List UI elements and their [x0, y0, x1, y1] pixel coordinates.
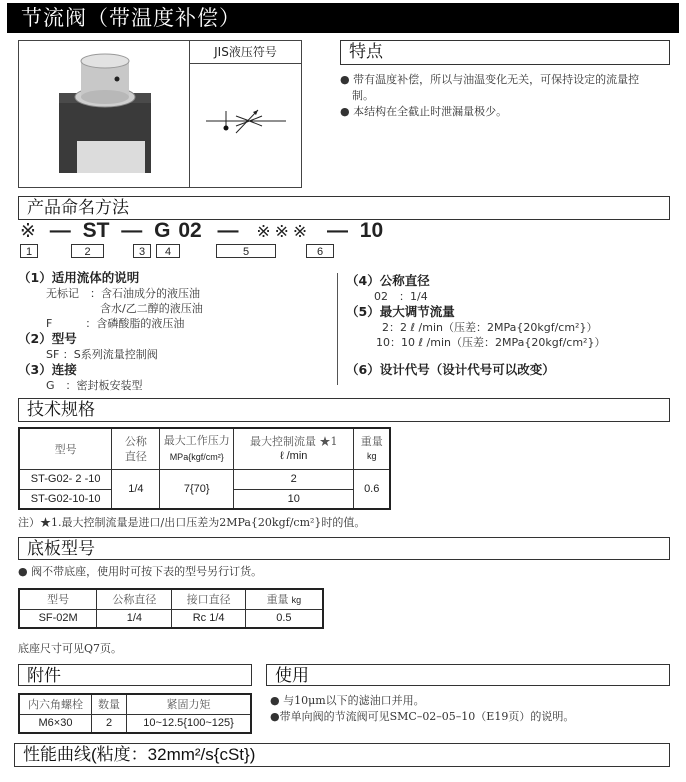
table-row — [19, 714, 251, 733]
diameter-cell: 1/4 — [112, 469, 160, 509]
flow-cell: 2 — [233, 469, 353, 489]
features-list — [340, 72, 680, 120]
code-part: G — [154, 219, 171, 242]
subplate-heading: 底板型号 — [18, 537, 670, 560]
diameter-cell: 1/4 — [97, 609, 172, 628]
naming-desc-left — [18, 270, 338, 393]
code-part: ST — [82, 219, 110, 242]
desc-head-2: （2）型号 — [18, 331, 77, 346]
spec-note: 注）★1.最大控制流量是进口/出口压差为2MPa{20kgf/cm²}时的值。 — [18, 516, 366, 529]
port-cell: Rc 1/4 — [172, 609, 245, 628]
desc-line: SF ：S系列流量控制阀 — [46, 348, 158, 361]
throttle-valve-symbol-icon — [190, 64, 300, 188]
subplate-bullet: ● 阀不带底座，使用时可按下表的型号另行订货。 — [18, 565, 263, 578]
pressure-cell: 7{70} — [160, 469, 234, 509]
naming-desc-right — [346, 273, 676, 378]
code-part: — — [326, 219, 348, 242]
code-box-5: 5 — [216, 244, 276, 258]
code-part: — — [121, 219, 143, 242]
page-title: 节流阀（带温度补偿） — [7, 3, 679, 33]
col-header-diameter: 公称 直径 — [112, 428, 160, 469]
weight-cell: 0.5 — [245, 609, 323, 628]
spec-table — [18, 427, 391, 510]
feature-item: ● 本结构在全截止时泄漏量极少。 — [340, 105, 508, 118]
table-row — [19, 469, 390, 489]
code-box-2: 2 — [71, 244, 104, 258]
jis-symbol-panel — [190, 40, 302, 188]
flow-cell: 10 — [233, 489, 353, 509]
spec-heading: 技术规格 — [18, 398, 670, 422]
desc-line: 无标记 ：含石油成分的液压油 — [46, 287, 200, 300]
model-cell: ST-G02-10-10 — [19, 489, 112, 509]
desc-line: F ：含磷酸脂的液压油 — [46, 317, 185, 330]
code-box-3: 3 — [133, 244, 151, 258]
col-header-pressure: 最大工作压力 MPa{kgf/cm²} — [160, 428, 234, 469]
accessory-table — [18, 693, 252, 734]
curve-heading: 性能曲线(粘度：32mm²/s{cSt}) — [14, 743, 670, 767]
features-heading: 特点 — [340, 40, 670, 65]
code-part: ※ — [20, 221, 36, 242]
naming-heading: 产品命名方法 — [18, 196, 670, 220]
model-code — [20, 219, 383, 243]
usage-item: ●带单向阀的节流阀可见SMC–02–05–10（E19页）的说明。 — [270, 710, 575, 723]
usage-list — [270, 693, 680, 725]
desc-head-6: （6）设计代号（设计代号可以改变） — [346, 362, 555, 377]
desc-line: 02 ：1/4 — [374, 290, 428, 303]
code-part: 10 — [359, 219, 384, 242]
desc-line: 10：10 ℓ /min（压差：2MPa{20kgf/cm²}） — [376, 336, 606, 349]
col-header-qty: 数量 — [92, 694, 127, 714]
code-box-1: 1 — [20, 244, 38, 258]
model-cell: ST-G02- 2 -10 — [19, 469, 112, 489]
col-header-model: 型号 — [19, 589, 97, 609]
desc-line: 2：2 ℓ /min（压差：2MPa{20kgf/cm²}） — [382, 321, 598, 334]
desc-line: G ：密封板安装型 — [46, 379, 143, 392]
col-header-weight: 重量 kg — [245, 589, 323, 609]
col-header-torque: 紧固力矩 — [127, 694, 252, 714]
torque-cell: 10~12.5{100~125} — [127, 714, 252, 733]
feature-item: ● 带有温度补偿，所以与油温变化无关，可保持设定的流量控 — [340, 73, 640, 86]
desc-line: 含水/乙二醇的液压油 — [100, 302, 203, 315]
feature-item-cont: 制。 — [352, 89, 374, 102]
col-header-model: 型号 — [19, 428, 112, 469]
table-row — [19, 609, 323, 628]
col-header-diameter: 公称直径 — [97, 589, 172, 609]
desc-head-5: （5）最大调节流量 — [346, 304, 455, 319]
col-header-flow: 最大控制流量 ★1 ℓ /min — [233, 428, 353, 469]
accessory-heading: 附件 — [18, 664, 252, 686]
col-header-port: 接口直径 — [172, 589, 245, 609]
subplate-note: 底座尺寸可见Q7页。 — [18, 642, 123, 655]
code-part: — — [49, 219, 71, 242]
model-cell: SF-02M — [19, 609, 97, 628]
subplate-table — [18, 588, 324, 629]
usage-heading: 使用 — [266, 664, 670, 686]
bolt-cell: M6×30 — [19, 714, 92, 733]
code-part: ※※※ — [256, 222, 312, 241]
usage-item: ● 与10μm以下的滤油口并用。 — [270, 694, 425, 707]
jis-symbol-header: JIS液压符号 — [190, 41, 301, 64]
desc-head-4: （4）公称直径 — [346, 273, 430, 288]
code-part: — — [217, 219, 239, 242]
code-part: 02 — [178, 219, 202, 242]
desc-head-3: （3）连接 — [18, 362, 77, 377]
valve-image — [19, 41, 189, 187]
code-box-6: 6 — [306, 244, 334, 258]
product-photo — [18, 40, 190, 188]
desc-head-1: （1）适用流体的说明 — [18, 270, 140, 285]
divider — [337, 273, 338, 385]
code-box-4: 4 — [156, 244, 180, 258]
qty-cell: 2 — [92, 714, 127, 733]
col-header-weight: 重量 kg — [354, 428, 390, 469]
weight-cell: 0.6 — [354, 469, 390, 509]
col-header-bolt: 内六角螺栓 — [19, 694, 92, 714]
